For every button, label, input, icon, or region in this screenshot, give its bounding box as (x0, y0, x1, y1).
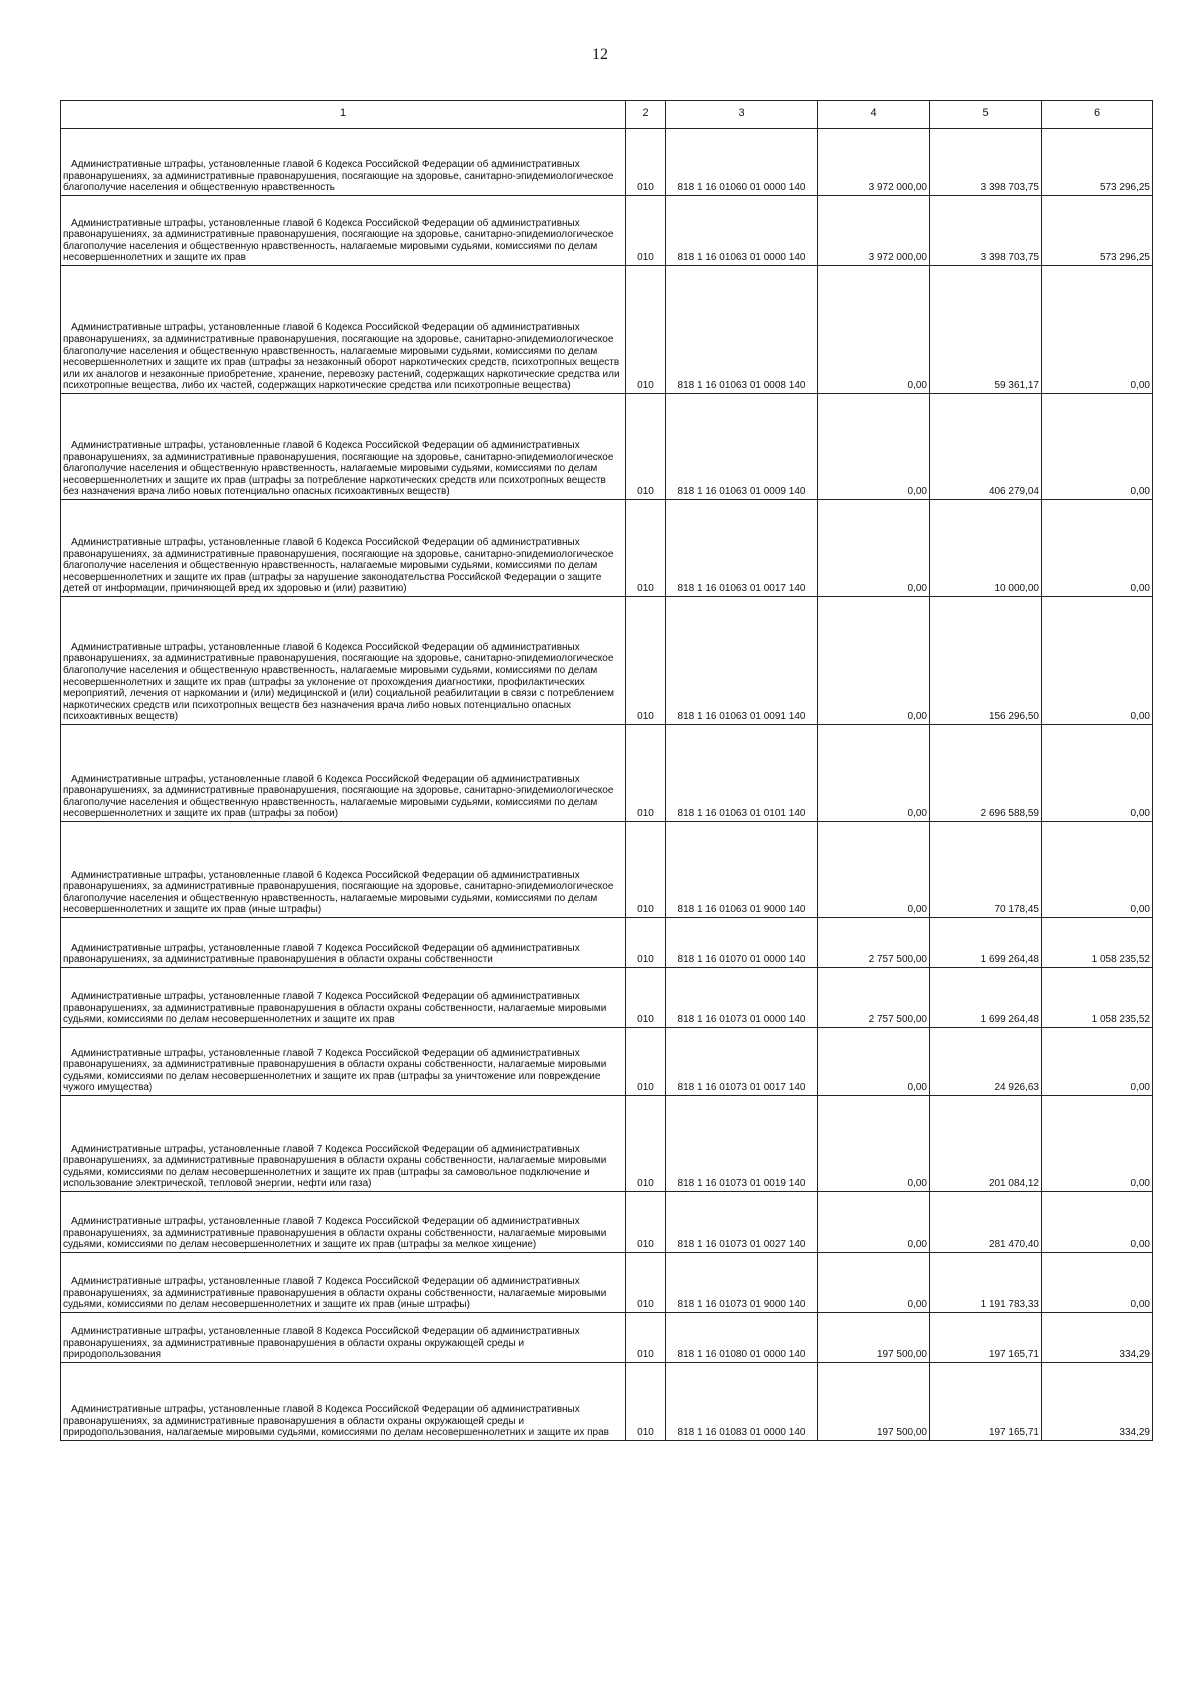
row-unexecuted-cell: 0,00 (1042, 725, 1153, 822)
row-unexecuted-cell: 0,00 (1042, 1192, 1153, 1253)
row-unexecuted-cell: 1 058 235,52 (1042, 918, 1153, 968)
row-kbk-cell: 818 1 16 01063 01 0008 140 (666, 266, 818, 394)
table-row (61, 266, 1153, 394)
row-approved-cell: 197 500,00 (818, 1363, 930, 1441)
row-unexecuted-cell: 0,00 (1042, 822, 1153, 918)
row-code-cell: 010 (626, 266, 666, 394)
table-row (61, 1192, 1153, 1253)
row-approved-cell: 0,00 (818, 597, 930, 725)
row-name-cell (61, 266, 626, 394)
row-approved-cell: 3 972 000,00 (818, 129, 930, 196)
row-name-text: Административные штрафы, установленные главой 6 Кодекса Российской Федерации об административных правонарушениях, за административные правонарушения, посягающие на здоровье, санитарно-эпидемиологическое благополучие населения и общественную нравственность, налагаемые мировыми судьями, комиссиями по делам несовершеннолетних и защите их прав (штрафы за уклонение от прохождения диагностики, профилактических мероприятий, лечения от наркомании и (или) медицинской и (или) социальной реабилитации в связи с потреблением наркотических средств или психотропных веществ без назначения врача либо новых потенциально опасных психоактивных веществ) (63, 641, 614, 723)
row-unexecuted-cell: 334,29 (1042, 1363, 1153, 1441)
row-name-cell (61, 822, 626, 918)
row-name-cell (61, 1192, 626, 1253)
row-name-cell (61, 725, 626, 822)
row-name-text: Административные штрафы, установленные главой 6 Кодекса Российской Федерации об административных правонарушениях, за административные правонарушения, посягающие на здоровье, санитарно-эпидемиологическое благополучие населения и общественную нравственность, налагаемые мировыми судьями, комиссиями по делам несовершеннолетних и защите их прав (штрафы за незаконный оборот наркотических средств, психотропных веществ или их аналогов и незаконные приобретение, хранение, перевозку растений, содержащих наркотические средства или психотропные вещества, либо их частей, содержащих наркотические средства или психотропные вещества) (63, 322, 620, 392)
row-name-cell (61, 968, 626, 1028)
row-name-text: Административные штрафы, установленные главой 7 Кодекса Российской Федерации об административных правонарушениях, за административные правонарушения в области охраны собственности, налагаемые мировыми судьями, комиссиями по делам несовершеннолетних и защите их прав (63, 991, 607, 1026)
row-name-text: Административные штрафы, установленные главой 7 Кодекса Российской Федерации об административных правонарушениях, за административные правонарушения в области охраны собственности, налагаемые мировыми судьями, комиссиями по делам несовершеннолетних и защите их прав (штрафы за уничтожение или повреждение чужого имущества) (63, 1047, 607, 1094)
row-code-cell: 010 (626, 1028, 666, 1096)
row-executed-cell: 59 361,17 (930, 266, 1042, 394)
row-code-cell: 010 (626, 968, 666, 1028)
row-approved-cell: 0,00 (818, 394, 930, 500)
table-row (61, 1028, 1153, 1096)
row-name-text: Административные штрафы, установленные главой 8 Кодекса Российской Федерации об административных правонарушениях, за административные правонарушения в области охраны окружающей среды и природопользования, налагаемые мировыми судьями, комиссиями по делам несовершеннолетних и защите их прав (63, 1404, 609, 1439)
row-executed-cell: 1 699 264,48 (930, 918, 1042, 968)
row-unexecuted-cell: 0,00 (1042, 266, 1153, 394)
table-row (61, 918, 1153, 968)
row-executed-cell: 1 699 264,48 (930, 968, 1042, 1028)
row-code-cell: 010 (626, 1192, 666, 1253)
table-row (61, 1313, 1153, 1363)
row-unexecuted-cell: 0,00 (1042, 597, 1153, 725)
row-code-cell: 010 (626, 822, 666, 918)
row-approved-cell: 3 972 000,00 (818, 196, 930, 266)
row-executed-cell: 3 398 703,75 (930, 196, 1042, 266)
row-code-cell: 010 (626, 918, 666, 968)
row-code-cell: 010 (626, 394, 666, 500)
row-approved-cell: 0,00 (818, 1253, 930, 1313)
row-approved-cell: 0,00 (818, 1028, 930, 1096)
row-code-cell: 010 (626, 1096, 666, 1192)
row-name-cell (61, 394, 626, 500)
col-header-1: 1 (61, 101, 626, 129)
row-code-cell: 010 (626, 196, 666, 266)
table-row (61, 1363, 1153, 1441)
row-executed-cell: 70 178,45 (930, 822, 1042, 918)
row-executed-cell: 197 165,71 (930, 1363, 1042, 1441)
row-executed-cell: 24 926,63 (930, 1028, 1042, 1096)
row-kbk-cell: 818 1 16 01063 01 0009 140 (666, 394, 818, 500)
row-kbk-cell: 818 1 16 01060 01 0000 140 (666, 129, 818, 196)
row-unexecuted-cell: 0,00 (1042, 1096, 1153, 1192)
row-name-cell (61, 500, 626, 597)
row-executed-cell: 3 398 703,75 (930, 129, 1042, 196)
row-unexecuted-cell: 0,00 (1042, 1253, 1153, 1313)
col-header-3: 3 (666, 101, 818, 129)
row-kbk-cell: 818 1 16 01073 01 0019 140 (666, 1096, 818, 1192)
row-name-text: Административные штрафы, установленные главой 7 Кодекса Российской Федерации об административных правонарушениях, за административные правонарушения в области охраны собственности (63, 942, 580, 966)
row-executed-cell: 201 084,12 (930, 1096, 1042, 1192)
row-kbk-cell: 818 1 16 01063 01 0017 140 (666, 500, 818, 597)
row-approved-cell: 197 500,00 (818, 1313, 930, 1363)
row-name-text: Административные штрафы, установленные главой 6 Кодекса Российской Федерации об административных правонарушениях, за административные правонарушения, посягающие на здоровье, санитарно-эпидемиологическое благополучие населения и общественную нравственность, налагаемые мировыми судьями, комиссиями по делам несовершеннолетних и защите их прав (иные штрафы) (63, 869, 614, 916)
row-name-text: Административные штрафы, установленные главой 6 Кодекса Российской Федерации об административных правонарушениях, за административные правонарушения, посягающие на здоровье, санитарно-эпидемиологическое благополучие населения и общественную нравственность (63, 159, 614, 194)
row-code-cell: 010 (626, 1363, 666, 1441)
table-row (61, 129, 1153, 196)
row-unexecuted-cell: 334,29 (1042, 1313, 1153, 1363)
row-name-text: Административные штрафы, установленные главой 7 Кодекса Российской Федерации об административных правонарушениях, за административные правонарушения в области охраны собственности, налагаемые мировыми судьями, комиссиями по делам несовершеннолетних и защите их прав (штрафы за мелкое хищение) (63, 1216, 607, 1251)
row-name-cell (61, 1096, 626, 1192)
row-code-cell: 010 (626, 129, 666, 196)
row-unexecuted-cell: 0,00 (1042, 500, 1153, 597)
row-code-cell: 010 (626, 1313, 666, 1363)
row-unexecuted-cell: 573 296,25 (1042, 196, 1153, 266)
row-kbk-cell: 818 1 16 01063 01 9000 140 (666, 822, 818, 918)
row-name-text: Административные штрафы, установленные главой 6 Кодекса Российской Федерации об административных правонарушениях, за административные правонарушения, посягающие на здоровье, санитарно-эпидемиологическое благополучие населения и общественную нравственность, налагаемые мировыми судьями, комиссиями по делам несовершеннолетних и защите их прав (штрафы за потребление наркотических средств или психотропных веществ без назначения врача либо новых потенциально опасных психоактивных веществ) (63, 440, 614, 498)
row-executed-cell: 281 470,40 (930, 1192, 1042, 1253)
row-name-cell (61, 1363, 626, 1441)
row-code-cell: 010 (626, 725, 666, 822)
table-row (61, 394, 1153, 500)
row-code-cell: 010 (626, 500, 666, 597)
row-name-cell (61, 1253, 626, 1313)
row-approved-cell: 2 757 500,00 (818, 968, 930, 1028)
table-row (61, 822, 1153, 918)
col-header-5: 5 (930, 101, 1042, 129)
table-row (61, 500, 1153, 597)
row-approved-cell: 0,00 (818, 500, 930, 597)
table-row (61, 196, 1153, 266)
row-approved-cell: 2 757 500,00 (818, 918, 930, 968)
row-approved-cell: 0,00 (818, 266, 930, 394)
income-report-table (60, 100, 1153, 1441)
row-name-text: Административные штрафы, установленные главой 7 Кодекса Российской Федерации об административных правонарушениях, за административные правонарушения в области охраны собственности, налагаемые мировыми судьями, комиссиями по делам несовершеннолетних и защите их прав (иные штрафы) (63, 1276, 607, 1311)
row-approved-cell: 0,00 (818, 822, 930, 918)
row-name-text: Административные штрафы, установленные главой 6 Кодекса Российской Федерации об административных правонарушениях, за административные правонарушения, посягающие на здоровье, санитарно-эпидемиологическое благополучие населения и общественную нравственность, налагаемые мировыми судьями, комиссиями по делам несовершеннолетних и защите их прав (63, 217, 614, 264)
header-row (61, 101, 1153, 129)
row-kbk-cell: 818 1 16 01063 01 0101 140 (666, 725, 818, 822)
table-row (61, 1253, 1153, 1313)
row-name-cell (61, 129, 626, 196)
row-unexecuted-cell: 0,00 (1042, 394, 1153, 500)
row-kbk-cell: 818 1 16 01063 01 0091 140 (666, 597, 818, 725)
row-executed-cell: 10 000,00 (930, 500, 1042, 597)
table-row (61, 968, 1153, 1028)
row-name-cell (61, 1313, 626, 1363)
row-executed-cell: 1 191 783,33 (930, 1253, 1042, 1313)
row-kbk-cell: 818 1 16 01073 01 0000 140 (666, 968, 818, 1028)
table-row (61, 1096, 1153, 1192)
row-unexecuted-cell: 1 058 235,52 (1042, 968, 1153, 1028)
row-approved-cell: 0,00 (818, 725, 930, 822)
row-name-text: Административные штрафы, установленные главой 8 Кодекса Российской Федерации об административных правонарушениях, за административные правонарушения в области охраны окружающей среды и природопользования (63, 1326, 580, 1361)
row-executed-cell: 2 696 588,59 (930, 725, 1042, 822)
row-code-cell: 010 (626, 597, 666, 725)
row-kbk-cell: 818 1 16 01083 01 0000 140 (666, 1363, 818, 1441)
row-executed-cell: 406 279,04 (930, 394, 1042, 500)
page-number: 12 (592, 46, 608, 63)
row-kbk-cell: 818 1 16 01063 01 0000 140 (666, 196, 818, 266)
col-header-6: 6 (1042, 101, 1153, 129)
row-name-text: Административные штрафы, установленные главой 6 Кодекса Российской Федерации об административных правонарушениях, за административные правонарушения, посягающие на здоровье, санитарно-эпидемиологическое благополучие населения и общественную нравственность, налагаемые мировыми судьями, комиссиями по делам несовершеннолетних и защите их прав (штрафы за побои) (63, 773, 614, 820)
row-kbk-cell: 818 1 16 01080 01 0000 140 (666, 1313, 818, 1363)
row-executed-cell: 156 296,50 (930, 597, 1042, 725)
table-row (61, 725, 1153, 822)
table-body (61, 129, 1153, 1441)
row-name-cell (61, 597, 626, 725)
row-kbk-cell: 818 1 16 01073 01 0017 140 (666, 1028, 818, 1096)
row-kbk-cell: 818 1 16 01073 01 0027 140 (666, 1192, 818, 1253)
row-name-text: Административные штрафы, установленные главой 7 Кодекса Российской Федерации об административных правонарушениях, за административные правонарушения в области охраны собственности, налагаемые мировыми судьями, комиссиями по делам несовершеннолетних и защите их прав (штрафы за самовольное подключение и использование электрической, тепловой энергии, нефти или газа) (63, 1143, 607, 1190)
row-kbk-cell: 818 1 16 01073 01 9000 140 (666, 1253, 818, 1313)
row-kbk-cell: 818 1 16 01070 01 0000 140 (666, 918, 818, 968)
row-name-cell (61, 918, 626, 968)
row-unexecuted-cell: 0,00 (1042, 1028, 1153, 1096)
row-name-text: Административные штрафы, установленные главой 6 Кодекса Российской Федерации об административных правонарушениях, за административные правонарушения, посягающие на здоровье, санитарно-эпидемиологическое благополучие населения и общественную нравственность, налагаемые мировыми судьями, комиссиями по делам несовершеннолетних и защите их прав (штрафы за нарушение законодательства Российской Федерации о защите детей от информации, причиняющей вред их здоровью и (или) развитию) (63, 537, 614, 595)
row-unexecuted-cell: 573 296,25 (1042, 129, 1153, 196)
row-name-cell (61, 1028, 626, 1096)
col-header-2: 2 (626, 101, 666, 129)
row-approved-cell: 0,00 (818, 1192, 930, 1253)
col-header-4: 4 (818, 101, 930, 129)
row-code-cell: 010 (626, 1253, 666, 1313)
row-name-cell (61, 196, 626, 266)
table-row (61, 597, 1153, 725)
row-executed-cell: 197 165,71 (930, 1313, 1042, 1363)
row-approved-cell: 0,00 (818, 1096, 930, 1192)
